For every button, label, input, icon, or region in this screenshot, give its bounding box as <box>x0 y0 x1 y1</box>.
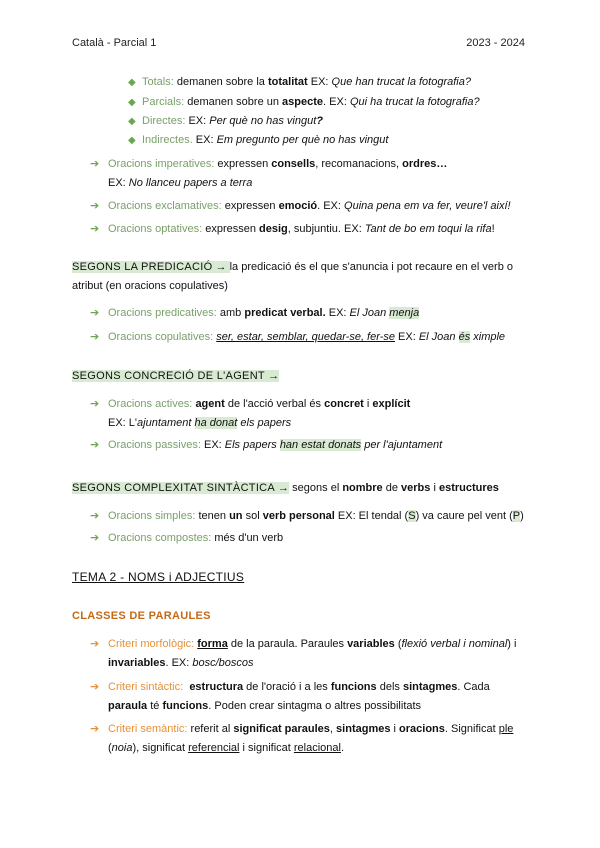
section-agent-heading <box>72 369 279 383</box>
list-item-sintactic: ➔ Criteri sintàctic: estructura de l'oració i a les funcions dels sintagmes. Cada <box>90 681 490 693</box>
list-item-simples: ➔ Oracions simples: tenen un sol verb personal EX: El tendal (S) va caure pel vent (P) <box>90 510 524 522</box>
diamond-bullet-icon: ◆ <box>128 116 136 127</box>
header-subject: Català - Parcial 1 <box>72 37 157 49</box>
section-title: SEGONS CONCRECIÓ DE L'AGENT → <box>72 370 280 382</box>
arrow-bullet-icon: ➔ <box>90 331 100 343</box>
list-item-semantic: ➔ Criteri semàntic: referit al significat paraules, sintagmes i oracions. Significat ple <box>90 723 514 735</box>
arrow-bullet-icon: ➔ <box>90 307 100 319</box>
list-item-passives: ➔ Oracions passives: EX: Els papers han estat donats per l'ajuntament <box>90 439 443 451</box>
list-item-sintactic-line2: paraula té funcions. Poden crear sintagma o altres possibilitats <box>108 700 422 712</box>
list-item-exclamatives: ➔ Oracions exclamatives: expressen emoció. EX: Quina pena em va fer, veure'l així! <box>90 200 511 212</box>
arrow-bullet-icon: ➔ <box>90 532 100 544</box>
diamond-bullet-icon: ◆ <box>128 135 136 146</box>
example-imperatives: EX: No llanceu papers a terra <box>108 177 253 189</box>
list-item-optatives: ➔ Oracions optatives: expressen desig, subjuntiu. EX: Tant de bo em toqui la rifa! <box>90 223 495 235</box>
section-predicacio-line2: atribut (en oracions copulatives) <box>72 280 228 292</box>
list-item-indirectes: ◆ Indirectes. EX: Em pregunto per què no has vingut <box>128 134 389 146</box>
list-item-morfologic-line2: invariables. EX: bosc/boscos <box>108 657 254 669</box>
list-item-copulatives: ➔ Oracions copulatives: ser, estar, semblar, quedar-se, fer-se EX: El Joan és ximple <box>90 331 506 343</box>
diamond-bullet-icon: ◆ <box>128 97 136 108</box>
list-item-totals: ◆ Totals: demanen sobre la totalitat EX: Que han trucat la fotografia? <box>128 76 471 88</box>
arrow-bullet-icon: ➔ <box>90 723 100 735</box>
example-actives: EX: L'ajuntament ha donat els papers <box>108 417 292 429</box>
arrow-bullet-icon: ➔ <box>90 638 100 650</box>
list-item-directes: ◆ Directes: EX: Per què no has vingut? <box>128 115 324 127</box>
arrow-bullet-icon: ➔ <box>90 223 100 235</box>
section-title: SEGONS LA PREDICACIÓ <box>72 261 213 273</box>
list-item-actives: ➔ Oracions actives: agent de l'acció verbal és concret i explícit <box>90 398 411 410</box>
classes-heading: CLASSES DE PARAULES <box>72 610 211 622</box>
arrow-bullet-icon: ➔ <box>90 681 100 693</box>
diamond-bullet-icon: ◆ <box>128 77 136 88</box>
arrow-bullet-icon: ➔ <box>90 158 100 170</box>
list-item-imperatives: ➔ Oracions imperatives: expressen consells, recomanacions, ordres… <box>90 158 448 170</box>
arrow-bullet-icon: ➔ <box>90 398 100 410</box>
arrow-bullet-icon: ➔ <box>90 510 100 522</box>
arrow-bullet-icon: ➔ <box>90 200 100 212</box>
section-title: SEGONS COMPLEXITAT SINTÀCTICA → <box>72 482 290 494</box>
arrow-bullet-icon: ➔ <box>90 439 100 451</box>
list-item-compostes: ➔ Oracions compostes: més d'un verb <box>90 532 284 544</box>
list-item-semantic-line2: (noia), significat referencial i significat relacional. <box>108 742 345 754</box>
section-complexitat-heading: SEGONS COMPLEXITAT SINTÀCTICA → segons el nombre de verbs i estructures <box>72 482 499 494</box>
list-item-morfologic: ➔ Criteri morfològic: forma de la paraula. Paraules variables (flexió verbal i nominal) i <box>90 638 517 650</box>
list-item-predicatives: ➔ Oracions predicatives: amb predicat verbal. EX: El Joan menja <box>90 307 420 319</box>
tema-title: TEMA 2 - NOMS i ADJECTIUS <box>72 570 245 584</box>
section-predicacio-heading: SEGONS LA PREDICACIÓ → la predicació és el que s'anuncia i pot recaure en el verb o <box>72 261 513 273</box>
list-item-parcials: ◆ Parcials: demanen sobre un aspecte. EX: Qui ha trucat la fotografia? <box>128 96 480 108</box>
header-year: 2023 - 2024 <box>466 37 525 49</box>
